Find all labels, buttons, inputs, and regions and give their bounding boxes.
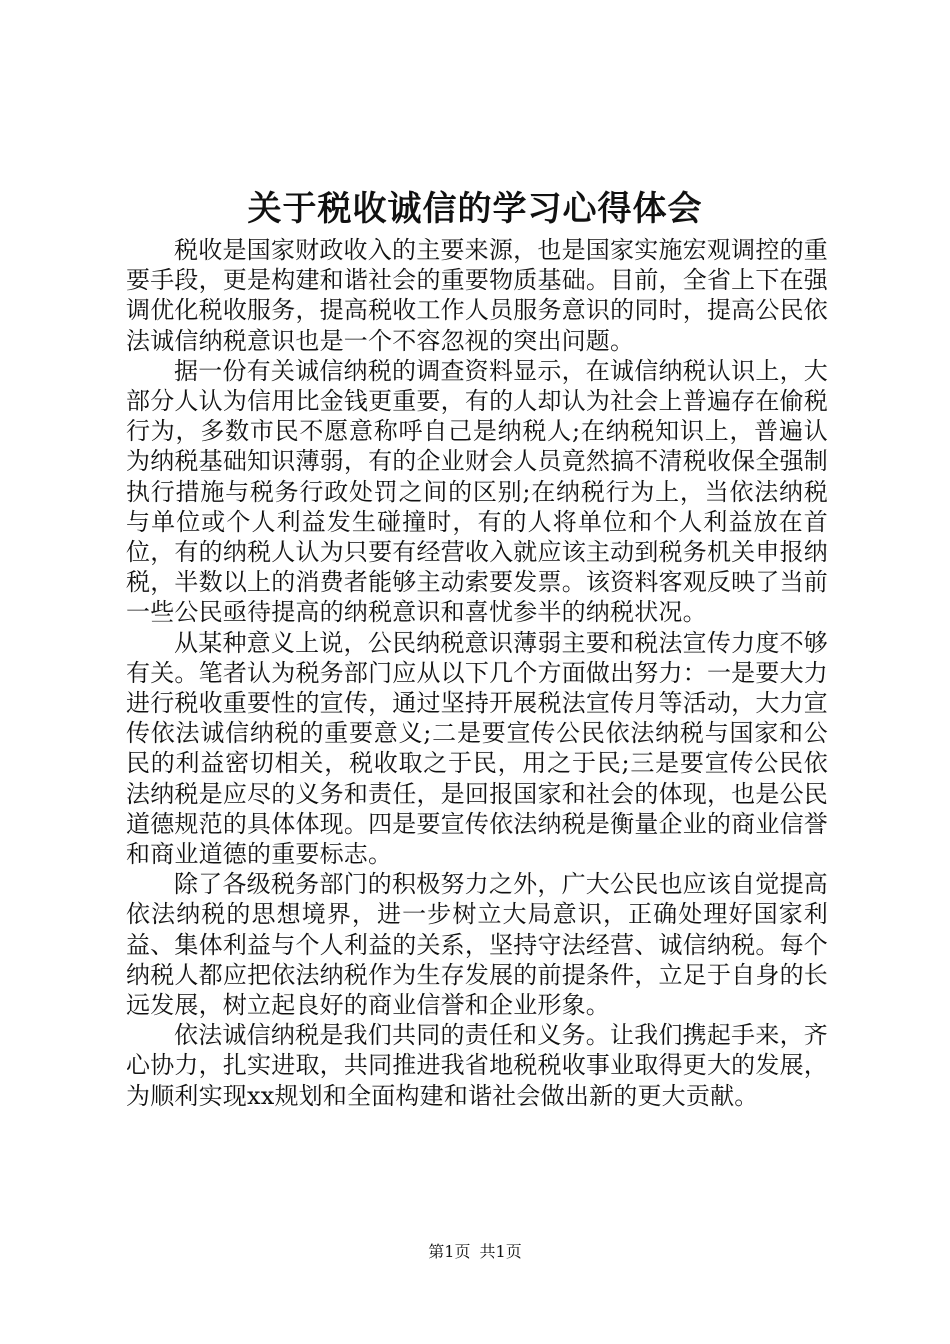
page-title: 关于税收诚信的学习心得体会: [247, 189, 703, 229]
paragraph-3: 从某种意义上说，公民纳税意识薄弱主要和税法宣传力度不够有关。笔者认为税务部门应从以下几个方面做出努力：一是要大力进行税收重要性的宣传，通过坚持开展税法宣传月等活动，大力宣传依法诚信纳税的重要意义;二是要宣传公民依法纳税与国家和公民的利益密切相关，税收取之于民，用之于民;三是要宣传公民依法纳税是应尽的义务和责任，是回报国家和社会的体现，也是公民道德规范的具体体现。四是要宣传依法纳税是衡量企业的商业信誉和商业道德的重要标志。: [126, 628, 828, 869]
paragraph-5: 依法诚信纳税是我们共同的责任和义务。让我们携起手来，齐心协力，扎实进取，共同推进我省地税税收事业取得更大的发展，为顺利实现xx规划和全面构建和谐社会做出新的更大贡献。: [126, 1021, 828, 1110]
document-body: [126, 235, 828, 1111]
paragraph-2: 据一份有关诚信纳税的调查资料显示，在诚信纳税认识上，大部分人认为信用比金钱更重要，有的人却认为社会上普遍存在偷税行为，多数市民不愿意称呼自己是纳税人;在纳税知识上，普遍认为纳税基础知识薄弱，有的企业财会人员竟然搞不清税收保全强制执行措施与税务行政处罚之间的区别;在纳税行为上，当依法纳税与单位或个人利益发生碰撞时，有的人将单位和个人利益放在首位，有的纳税人认为只要有经营收入就应该主动到税务机关申报纳税，半数以上的消费者能够主动索要发票。该资料客观反映了当前一些公民亟待提高的纳税意识和喜忧参半的纳税状况。: [126, 356, 828, 627]
paragraph-4: 除了各级税务部门的积极努力之外，广大公民也应该自觉提高依法纳税的思想境界，进一步树立大局意识，正确处理好国家利益、集体利益与个人利益的关系，坚持守法经营、诚信纳税。每个纳税人都应把依法纳税作为生存发展的前提条件，立足于自身的长远发展，树立起良好的商业信誉和企业形象。: [126, 870, 828, 1020]
page-footer: 第1页 共1页: [428, 1242, 522, 1261]
paragraph-1: 税收是国家财政收入的主要来源，也是国家实施宏观调控的重要手段，更是构建和谐社会的重要物质基础。目前，全省上下在强调优化税收服务，提高税收工作人员服务意识的同时，提高公民依法诚信纳税意识也是一个不容忽视的突出问题。: [126, 236, 828, 355]
